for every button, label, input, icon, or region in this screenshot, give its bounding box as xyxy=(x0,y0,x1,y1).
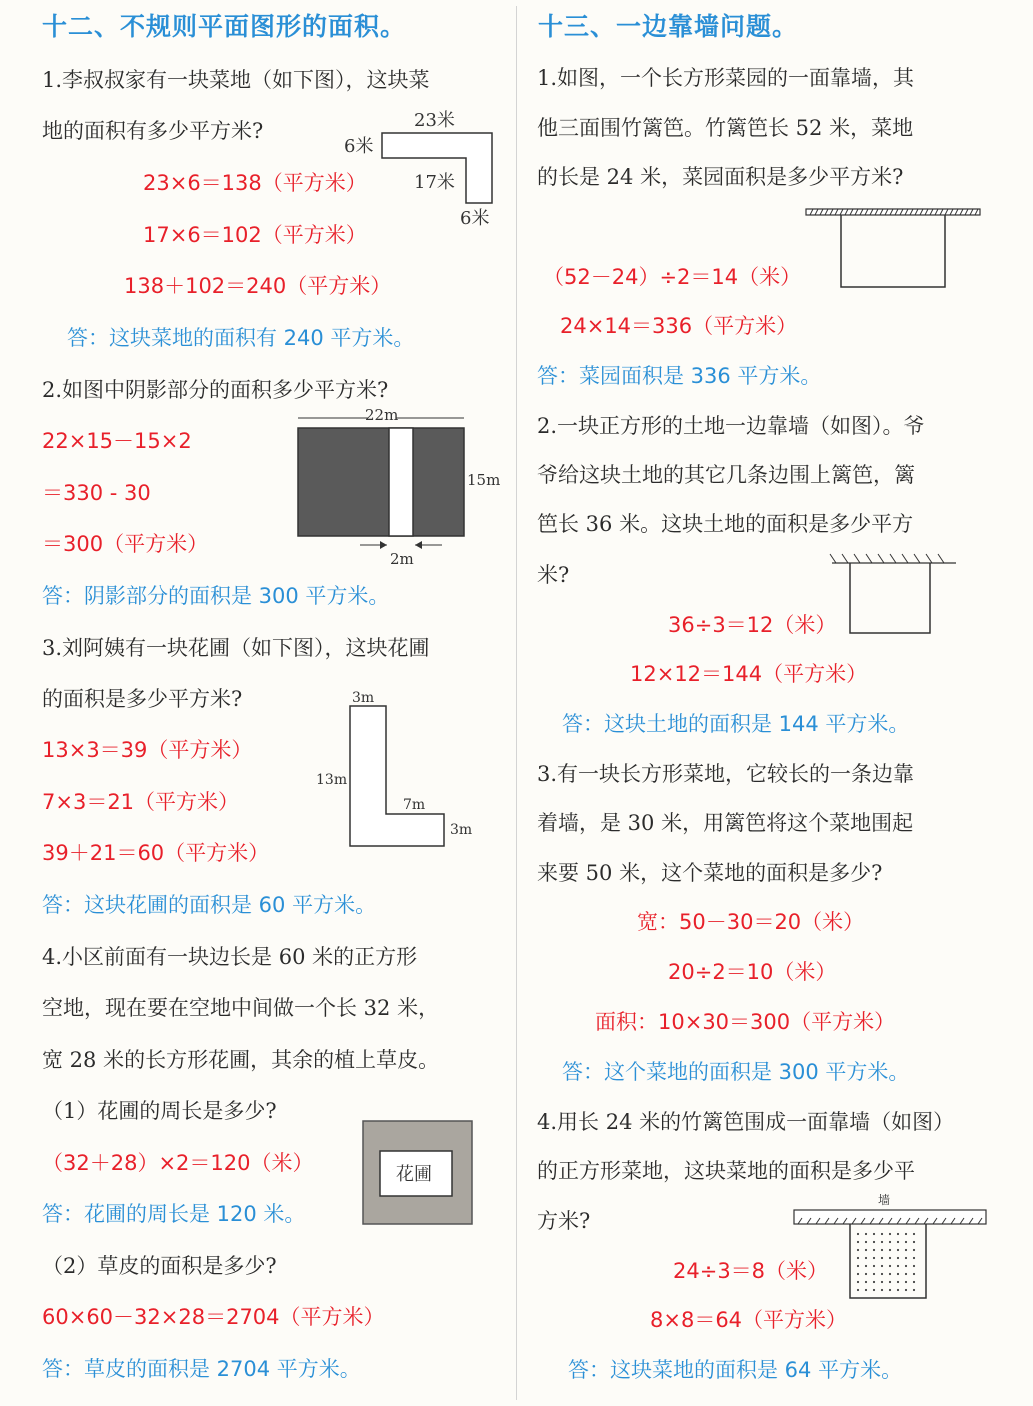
l-p2-question: 2.如图中阴影部分的面积多少平方米? xyxy=(42,378,389,402)
field-dot xyxy=(865,1281,867,1283)
field-dot xyxy=(865,1233,867,1235)
l-p4-question-line1: 4.小区前面有一块边长是 60 米的正方形 xyxy=(42,945,418,969)
r-p2-question-line2: 爷给这块土地的其它几条边围上篱笆，篱 xyxy=(537,463,915,487)
wall-hatch-line xyxy=(830,554,836,563)
field-dot xyxy=(881,1273,883,1275)
field-dot xyxy=(857,1241,859,1243)
r-p2-step1: 36÷3＝12（米） xyxy=(668,613,837,637)
r-p4-step1: 24÷3＝8（米） xyxy=(673,1259,829,1283)
wall-hatch-line xyxy=(902,554,908,563)
field-dot xyxy=(873,1281,875,1283)
fig3-top-label: 3m xyxy=(352,690,375,706)
l-p1-question-line1: 1.李叔叔家有一块菜地（如下图），这块菜 xyxy=(42,68,430,92)
r-p3-question-line2: 着墙，是 30 米，用篱笆将这个菜地围起 xyxy=(537,811,914,835)
r-p3-question-line3: 来要 50 米，这个菜地的面积是多少? xyxy=(537,861,883,885)
garden-lawn-figure xyxy=(360,1118,475,1228)
field-dot xyxy=(905,1233,907,1235)
l-p4-answer1: 答：花圃的周长是 120 米。 xyxy=(42,1202,306,1226)
l-p4-sub1: （1）花圃的周长是多少? xyxy=(42,1099,277,1123)
fig1-left-label: 6米 xyxy=(344,136,374,157)
fig2-bottom-label: 2m xyxy=(390,550,414,568)
field-dot xyxy=(881,1249,883,1251)
field-dot xyxy=(913,1281,915,1283)
field-dot xyxy=(897,1257,899,1259)
field-dot xyxy=(905,1257,907,1259)
l-p1-step1: 23×6＝138（平方米） xyxy=(143,171,367,195)
field-dot xyxy=(881,1281,883,1283)
l-p2-answer: 答：阴影部分的面积是 300 平方米。 xyxy=(42,584,390,608)
r-p3-step1 xyxy=(637,909,864,935)
field-dot xyxy=(905,1273,907,1275)
wall-hatch-line xyxy=(866,554,872,563)
field-dot xyxy=(857,1233,859,1235)
l-p3-answer: 答：这块花圃的面积是 60 平方米。 xyxy=(42,893,377,917)
r-p1-answer: 答：菜园面积是 336 平方米。 xyxy=(537,364,822,388)
l-p4-question-line2: 空地，现在要在空地中间做一个长 32 米， xyxy=(42,996,440,1020)
r1-fence-outline xyxy=(841,215,945,287)
field-dot xyxy=(857,1273,859,1275)
r-p3-step3 xyxy=(595,1009,895,1035)
wall-hatch-line xyxy=(938,554,944,563)
field-dot xyxy=(905,1281,907,1283)
l-p2-step2: ＝330 - 30 xyxy=(42,481,151,505)
field-dot xyxy=(897,1273,899,1275)
l-p3-step1: 13×3＝39（平方米） xyxy=(42,738,253,762)
fig2-right-label: 15m xyxy=(467,471,501,489)
r-p4-question-line3: 方米? xyxy=(537,1209,591,1233)
l-p3-question-line1: 3.刘阿姨有一块花圃（如下图），这块花圃 xyxy=(42,636,430,660)
field-dot xyxy=(913,1241,915,1243)
r-p1-question-line1: 1.如图，一个长方形菜园的一面靠墙，其 xyxy=(537,66,915,90)
field-dot xyxy=(873,1249,875,1251)
fig3-right-label: 3m xyxy=(450,822,473,838)
l-p3-step3: 39＋21＝60（平方米） xyxy=(42,841,270,865)
r2-fence-outline xyxy=(850,563,930,633)
field-dot xyxy=(865,1257,867,1259)
l-p1-step2: 17×6＝102（平方米） xyxy=(143,223,367,247)
field-dot xyxy=(857,1281,859,1283)
field-dot xyxy=(873,1241,875,1243)
l-shape-figure-3 xyxy=(310,688,500,853)
field-dot xyxy=(873,1273,875,1275)
r-p1-step2: 24×14＝336（平方米） xyxy=(560,314,798,338)
field-dot xyxy=(857,1249,859,1251)
field-dot xyxy=(873,1265,875,1267)
field-dot xyxy=(889,1265,891,1267)
field-dot xyxy=(889,1289,891,1291)
wall-garden-figure-1 xyxy=(803,205,983,290)
l-p4-answer2: 答：草皮的面积是 2704 平方米。 xyxy=(42,1357,361,1381)
wall-square-figure-4 xyxy=(790,1188,990,1303)
r4-wall-label: 墙 xyxy=(878,1193,891,1207)
r-p3-step2: 20÷2＝10（米） xyxy=(668,960,837,984)
r-p2-question-line3: 笆长 36 米。这块土地的面积是多少平方 xyxy=(537,512,914,536)
shaded-area-figure xyxy=(290,400,510,570)
r-p4-question-line2: 的正方形菜地，这块菜地的面积是多少平 xyxy=(537,1159,915,1183)
field-dot xyxy=(897,1289,899,1291)
r-p1-question-line2: 他三面围竹篱笆。竹篱笆长 52 米，菜地 xyxy=(537,116,914,140)
r-p3-question-line1: 3.有一块长方形菜地，它较长的一条边靠 xyxy=(537,762,915,786)
fig1-mid-label: 17米 xyxy=(414,172,455,193)
wall-hatch-line xyxy=(854,554,860,563)
fig2-path-strip xyxy=(389,428,413,536)
field-dot xyxy=(889,1241,891,1243)
l-p3-question-line2: 的面积是多少平方米? xyxy=(42,687,243,711)
column-divider xyxy=(516,6,517,1400)
fig3-outline xyxy=(350,706,444,846)
field-dot xyxy=(913,1257,915,1259)
r-p1-question-line3: 的长是 24 米，菜园面积是多少平方米? xyxy=(537,165,904,189)
field-dot xyxy=(913,1233,915,1235)
r4-field-dots xyxy=(857,1233,915,1291)
wall-hatch-line xyxy=(878,554,884,563)
wall-hatch-line xyxy=(914,554,920,563)
r-p4-answer: 答：这块菜地的面积是 64 平方米。 xyxy=(568,1358,903,1382)
field-dot xyxy=(905,1265,907,1267)
field-dot xyxy=(905,1249,907,1251)
field-dot xyxy=(881,1265,883,1267)
r4-fence-outline xyxy=(850,1224,926,1298)
l-p2-step3: ＝300（平方米） xyxy=(42,532,209,556)
field-dot xyxy=(913,1249,915,1251)
field-dot xyxy=(897,1233,899,1235)
r-p4-question-line1: 4.用长 24 米的竹篱笆围成一面靠墙（如图） xyxy=(537,1110,955,1134)
l-p1-question-line2: 地的面积有多少平方米? xyxy=(42,119,264,143)
l-p4-step2: 60×60－32×28＝2704（平方米） xyxy=(42,1305,385,1329)
r-p3-answer: 答：这个菜地的面积是 300 平方米。 xyxy=(562,1060,910,1084)
field-dot xyxy=(873,1233,875,1235)
r-p2-question-line4: 米? xyxy=(537,563,570,587)
field-dot xyxy=(857,1289,859,1291)
r-p2-answer: 答：这块土地的面积是 144 平方米。 xyxy=(562,712,910,736)
l-p4-step1: （32＋28）×2＝120（米） xyxy=(42,1151,314,1175)
field-dot xyxy=(857,1265,859,1267)
wall-hatch-line xyxy=(842,554,848,563)
field-dot xyxy=(897,1281,899,1283)
r-p3-step1-expr: 50－30＝20（米） xyxy=(679,910,865,934)
r-p3-step3-expr: 10×30＝300（平方米） xyxy=(658,1010,896,1034)
fig2-top-label: 22m xyxy=(365,406,399,424)
fig1-top-label: 23米 xyxy=(414,110,455,131)
field-dot xyxy=(881,1241,883,1243)
l-p1-step3: 138＋102＝240（平方米） xyxy=(124,274,392,298)
fig3-left-label: 13m xyxy=(316,772,348,788)
garden-label: 花圃 xyxy=(396,1164,432,1185)
l-p2-step1: 22×15－15×2 xyxy=(42,429,192,453)
r-p3-step1-label: 宽： xyxy=(637,910,679,934)
fig1-bottom-label: 6米 xyxy=(460,208,490,229)
field-dot xyxy=(865,1273,867,1275)
field-dot xyxy=(889,1249,891,1251)
field-dot xyxy=(897,1265,899,1267)
field-dot xyxy=(873,1257,875,1259)
field-dot xyxy=(905,1289,907,1291)
field-dot xyxy=(865,1241,867,1243)
field-dot xyxy=(881,1257,883,1259)
wall-hatch-line xyxy=(926,554,932,563)
field-dot xyxy=(865,1289,867,1291)
r-p1-step1: （52－24）÷2＝14（米） xyxy=(543,265,802,289)
field-dot xyxy=(913,1265,915,1267)
field-dot xyxy=(889,1273,891,1275)
field-dot xyxy=(897,1241,899,1243)
l-shape-figure-1 xyxy=(340,100,510,235)
r-p2-step2: 12×12＝144（平方米） xyxy=(630,662,868,686)
l-p4-question-line3: 宽 28 米的长方形花圃，其余的植上草皮。 xyxy=(42,1048,440,1072)
field-dot xyxy=(913,1273,915,1275)
fig2-arrowhead-right xyxy=(415,541,422,549)
field-dot xyxy=(889,1281,891,1283)
section-13-heading: 十三、一边靠墙问题。 xyxy=(538,12,799,41)
r-p2-question-line1: 2.一块正方形的土地一边靠墙（如图）。爷 xyxy=(537,414,925,438)
wall-hatch-line xyxy=(890,554,896,563)
fig3-mid-label: 7m xyxy=(403,797,426,813)
field-dot xyxy=(913,1289,915,1291)
section-12-heading: 十二、不规则平面图形的面积。 xyxy=(42,12,407,41)
r2-wall-hatch xyxy=(830,554,944,563)
r-p3-step3-label: 面积： xyxy=(595,1010,658,1034)
field-dot xyxy=(857,1257,859,1259)
fig2-shaded-rect xyxy=(298,428,464,536)
field-dot xyxy=(889,1257,891,1259)
field-dot xyxy=(881,1233,883,1235)
wall-square-figure-2 xyxy=(830,545,960,640)
field-dot xyxy=(865,1265,867,1267)
field-dot xyxy=(881,1289,883,1291)
fig2-arrowhead-left xyxy=(380,541,387,549)
field-dot xyxy=(889,1233,891,1235)
field-dot xyxy=(897,1249,899,1251)
field-dot xyxy=(873,1289,875,1291)
r-p4-step2: 8×8＝64（平方米） xyxy=(650,1308,848,1332)
field-dot xyxy=(865,1249,867,1251)
l-p3-step2: 7×3＝21（平方米） xyxy=(42,790,240,814)
l-p1-answer: 答：这块菜地的面积有 240 平方米。 xyxy=(67,326,415,350)
field-dot xyxy=(905,1241,907,1243)
l-p4-sub2: （2）草皮的面积是多少? xyxy=(42,1254,277,1278)
